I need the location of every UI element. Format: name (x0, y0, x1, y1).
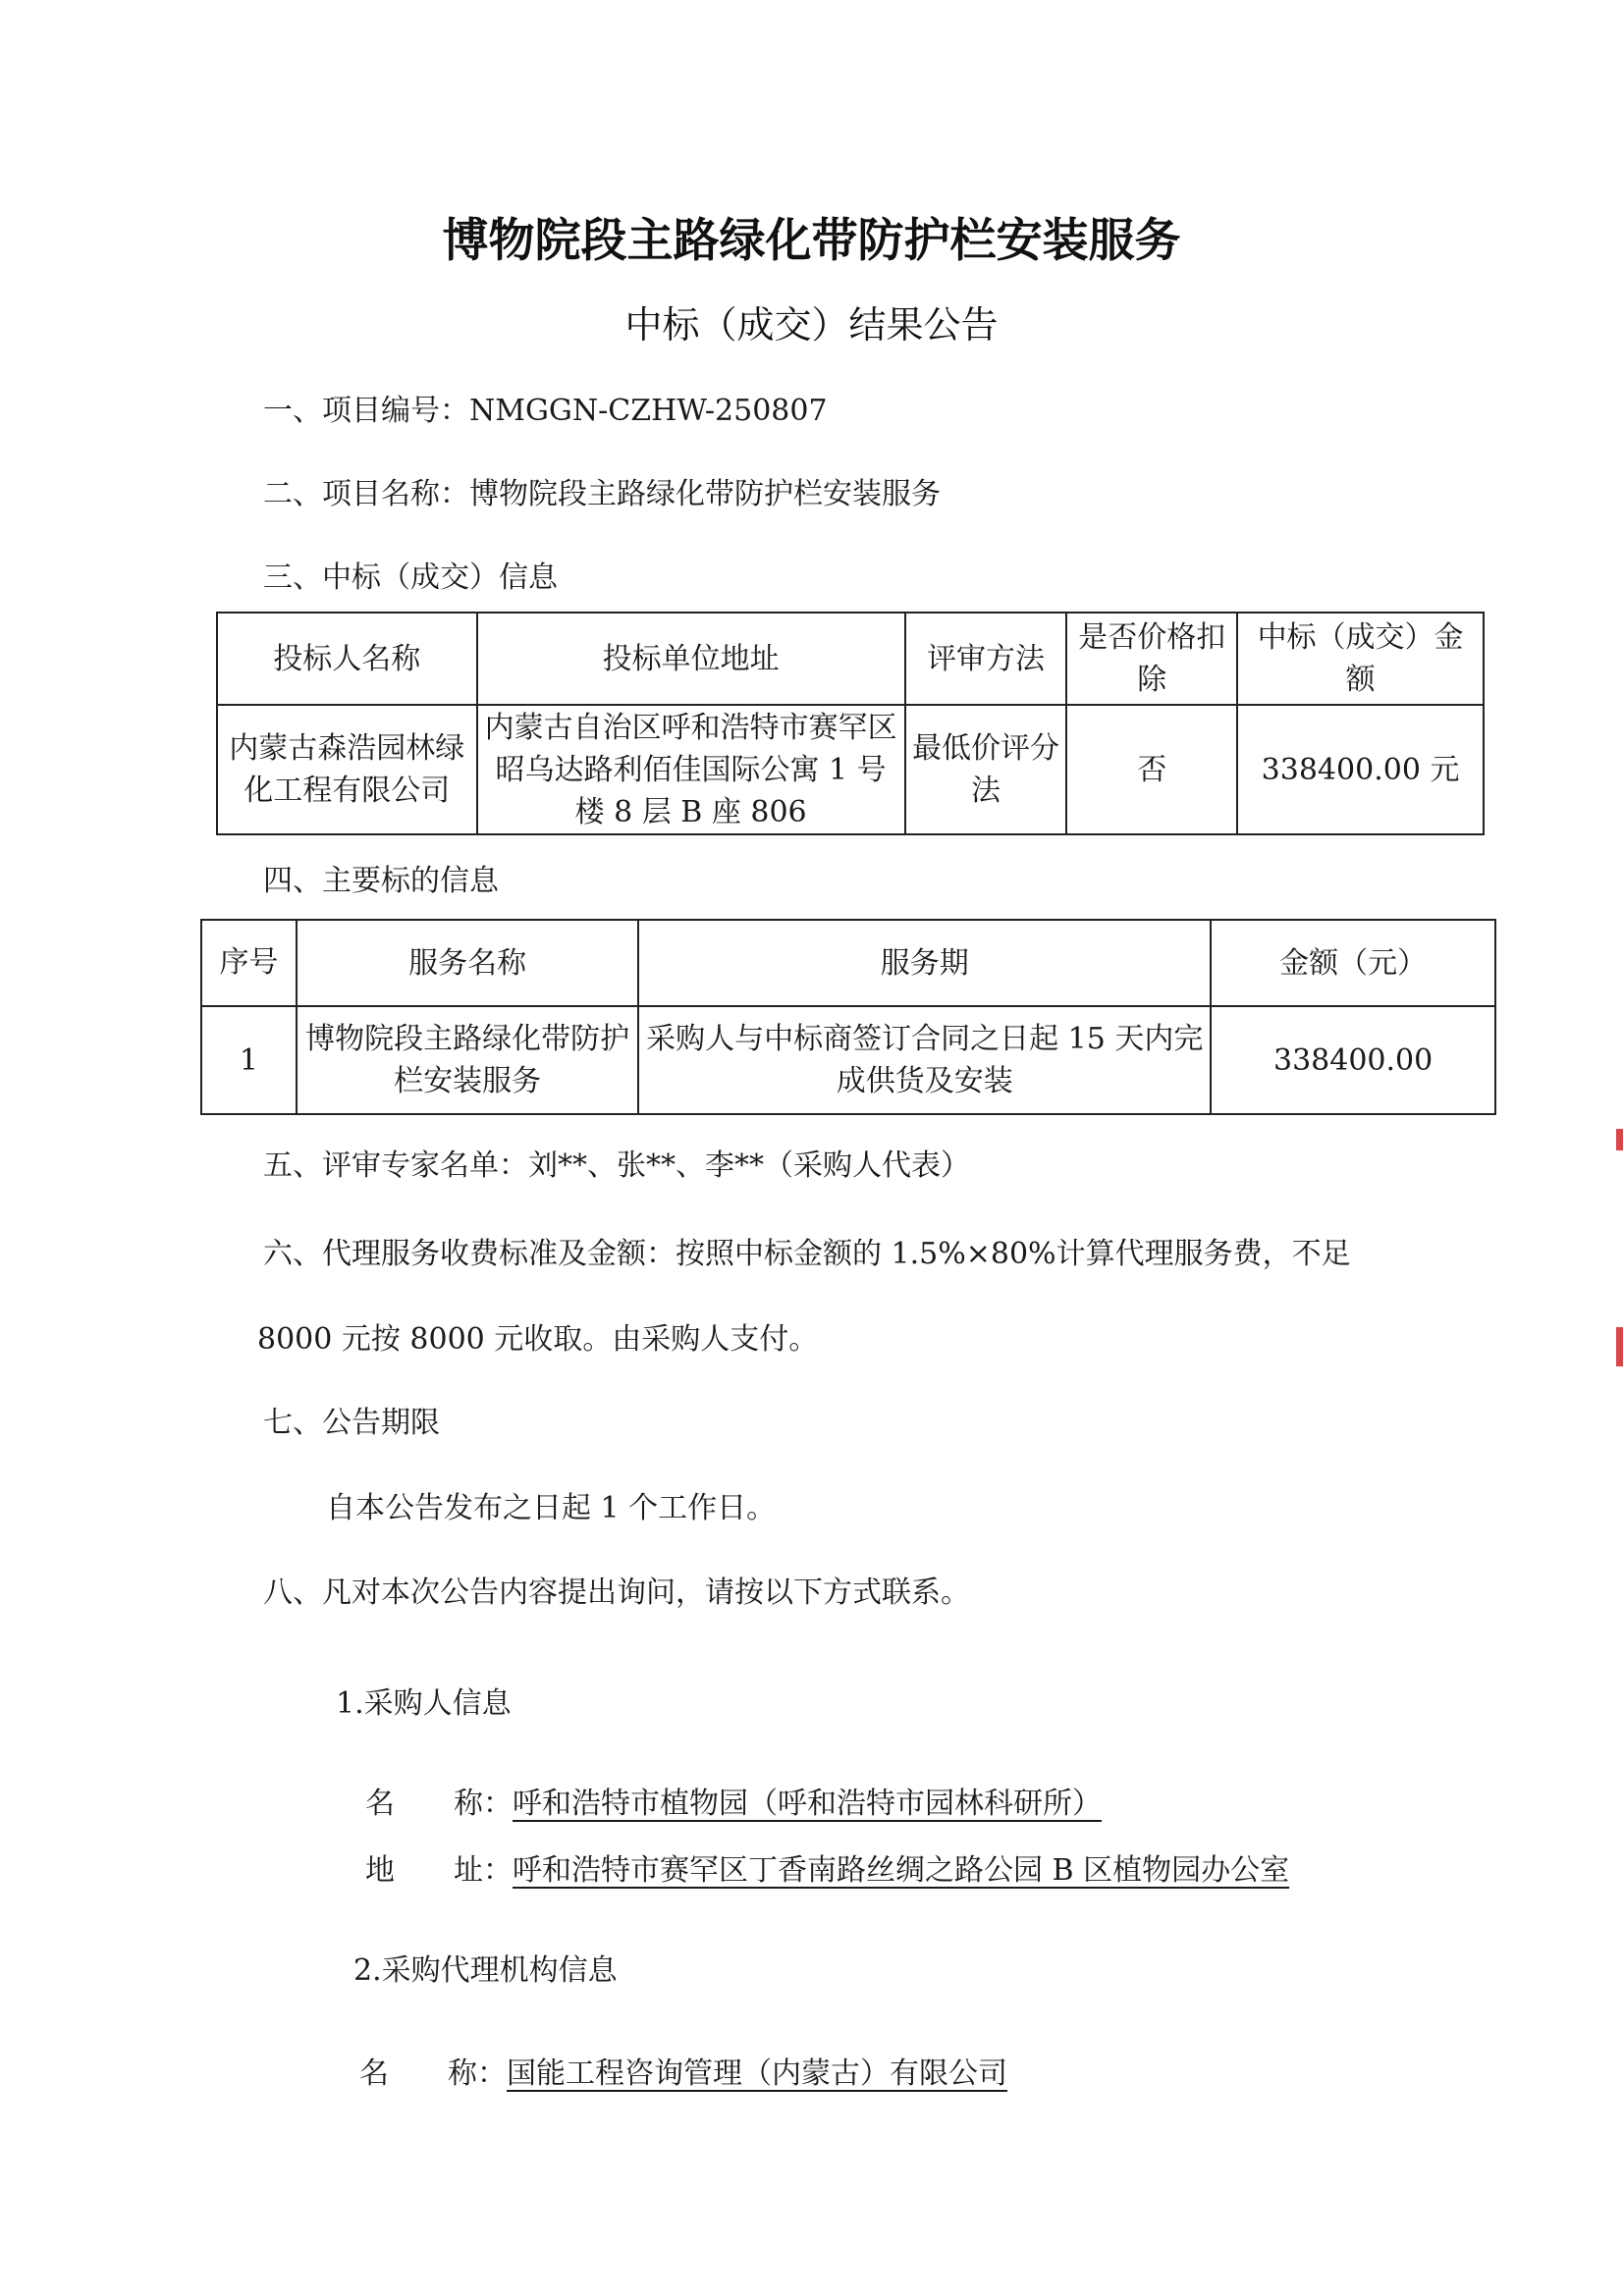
purchaser-name-value: 呼和浩特市植物园（呼和浩特市园林科研所） (513, 1787, 1102, 1821)
header-amount: 金额（元） (1211, 920, 1495, 1006)
header-service-period: 服务期 (638, 920, 1211, 1006)
award-table-header-row (217, 613, 1484, 705)
table-row (201, 1006, 1495, 1114)
purchaser-address-label: 地 址： (365, 1853, 513, 1888)
section-project-name: 二、项目名称：博物院段主路绿化带防护栏安装服务 (263, 477, 941, 511)
cell-bidder-address: 内蒙古自治区呼和浩特市赛罕区昭乌达路利佰佳国际公寓 1 号楼 8 层 B 座 806 (477, 705, 905, 834)
header-bidder-address: 投标单位地址 (477, 613, 905, 705)
purchaser-name-row (365, 1779, 1102, 1822)
agency-info-heading: 2.采购代理机构信息 (353, 1953, 618, 1988)
table-row (217, 705, 1484, 834)
purchaser-address-value: 呼和浩特市赛罕区丁香南路丝绸之路公园 B 区植物园办公室 (513, 1853, 1290, 1888)
cell-award-amount: 338400.00 元 (1237, 705, 1484, 834)
section-agency-fee-line2: 8000 元按 8000 元收取。由采购人支付。 (257, 1322, 819, 1357)
seal-edge-mark (1616, 1129, 1623, 1150)
items-table-header-row (201, 920, 1495, 1006)
purchaser-address-row (365, 1845, 1289, 1889)
cell-service-period: 采购人与中标商签订合同之日起 15 天内完成供货及安装 (638, 1006, 1211, 1114)
header-bidder-name: 投标人名称 (217, 613, 477, 705)
seal-edge-mark (1616, 1327, 1623, 1366)
document-title: 博物院段主路绿化带防护栏安装服务 (442, 214, 1181, 268)
section-notice-period-heading: 七、公告期限 (263, 1406, 440, 1440)
agency-name-label: 名 称： (359, 2056, 507, 2091)
document-subtitle: 中标（成交）结果公告 (624, 303, 999, 347)
header-award-amount: 中标（成交）金额 (1237, 613, 1484, 705)
section-contact-heading: 八、凡对本次公告内容提出询问，请按以下方式联系。 (263, 1575, 970, 1610)
cell-service-name: 博物院段主路绿化带防护栏安装服务 (297, 1006, 638, 1114)
section-project-number: 一、项目编号：NMGGN-CZHW-250807 (263, 394, 828, 428)
purchaser-info-heading: 1.采购人信息 (336, 1686, 512, 1721)
section-expert-list: 五、评审专家名单：刘**、张**、李**（采购人代表） (263, 1148, 970, 1183)
cell-bidder-name: 内蒙古森浩园林绿化工程有限公司 (217, 705, 477, 834)
header-review-method: 评审方法 (905, 613, 1067, 705)
cell-amount: 338400.00 (1211, 1006, 1495, 1114)
agency-name-value: 国能工程咨询管理（内蒙古）有限公司 (507, 2056, 1007, 2091)
cell-price-deduction: 否 (1066, 705, 1237, 834)
cell-review-method: 最低价评分法 (905, 705, 1067, 834)
section-agency-fee-line1: 六、代理服务收费标准及金额：按照中标金额的 1.5%×80%计算代理服务费，不足 (263, 1237, 1351, 1271)
items-table (200, 919, 1496, 1115)
section-notice-period-body: 自本公告发布之日起 1 个工作日。 (326, 1491, 777, 1525)
cell-seq: 1 (201, 1006, 297, 1114)
award-table (216, 612, 1485, 835)
section-main-items-heading: 四、主要标的信息 (263, 864, 499, 898)
header-price-deduction: 是否价格扣除 (1066, 613, 1237, 705)
header-seq: 序号 (201, 920, 297, 1006)
agency-name-row (359, 2049, 1007, 2092)
section-award-info-heading: 三、中标（成交）信息 (263, 561, 558, 595)
header-service-name: 服务名称 (297, 920, 638, 1006)
purchaser-name-label: 名 称： (365, 1787, 513, 1821)
